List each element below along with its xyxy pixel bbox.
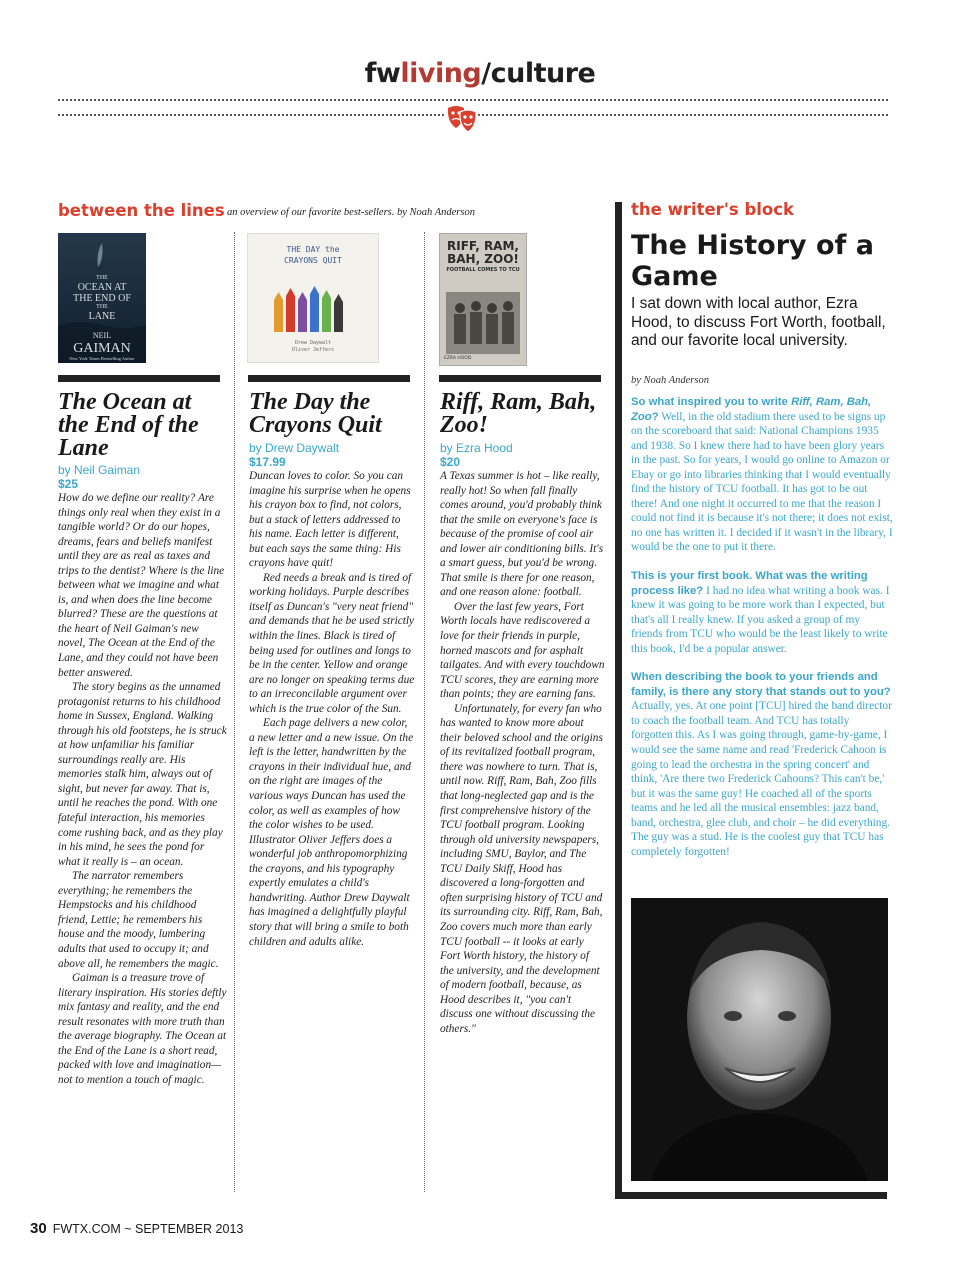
- qa-item: [631, 670, 893, 859]
- answer: Actually, yes. At one point [TCU] hired the band director to coach the football team. And TCU has totally forgotten this. As I was going through, game-by-game, I would see the same name and read 'Frederick Cahoon is going to lead the orchestra in the spring concert' and think, 'Are there two Frederick Cahoons? This can't be,' but it was the same guy! He coached all of the sports teams and he led all the musical ensembles: jazz band, band, orchestra, glee club, and choir – he did everything. The guy was a stud. He is the coolest guy that TCU has completely forgotten!: [631, 700, 892, 858]
- book-review: [440, 469, 605, 1036]
- footer-text: FWTX.COM ~ SEPTEMBER 2013: [52, 1222, 244, 1236]
- book-author: by Neil Gaiman: [58, 463, 141, 477]
- team-photo-illustration: [440, 234, 526, 365]
- book-review: [249, 469, 415, 949]
- article-byline: by Noah Anderson: [631, 375, 709, 386]
- column-divider: [234, 232, 235, 1192]
- author-portrait: [631, 898, 888, 1181]
- cover-text: Drew Daywalt: [294, 340, 332, 346]
- cover-text: THE DAY the: [286, 245, 340, 254]
- book-price: $25: [58, 477, 79, 491]
- cover-text: LANE: [88, 311, 116, 322]
- article-title: The History of a Game: [631, 230, 874, 292]
- column-divider: [424, 232, 425, 1192]
- cover-text: THE: [96, 304, 108, 310]
- between-the-lines-subtitle: an overview of our favorite best-sellers. by Noah Anderson: [227, 207, 475, 218]
- review-paragraph: Unfortunately, for every fan who has wanted to know more about their beloved school and the origins of its revitalized football program, there was nowhere to turn. That is, until now. Riff, Ram, Bah, Zoo fills that long-neglected gap and is the first comprehensive history of the TCU football program. Looking through old university newspapers, including SMU, Baylor, and The TCU Daily Skiff, Hood has discovered a long-forgotten and often surprising history of TCU and its surrounding city. Riff, Ram, Bah, Zoo covers much more than early TCU football -- it looks at early Fort Worth history, the history of the university, and the development of modern football, because, as Hood describes it, "you can't discuss one without discussing the others.": [440, 702, 603, 1035]
- cover-text: BAH, ZOO!: [447, 252, 519, 266]
- book-title: Riff, Ram, Bah, Zoo!: [440, 389, 597, 438]
- writers-block-label: the writer's block: [631, 200, 794, 219]
- question-book-title: Riff, Ram, Bah, Zoo: [631, 396, 872, 423]
- review-paragraph: A Texas summer is hot – like really, really hot! So when fall finally comes around, you'd probably think that the smile on everyone's face is because of the promise of cool air and lower air conditioning bills. It's a smart guess, but you'd be wrong. That smile is there for one reason, and one reason alone: football.: [440, 470, 604, 599]
- cover-text: RIFF, RAM,: [447, 239, 519, 253]
- qa-item: [631, 569, 893, 656]
- column-rule: [439, 375, 601, 382]
- answer: I had no idea what writing a book was. I knew it was going to be more work than I expected, but that's all I really knew. If you asked a group of my friends from TCU who would be the least likely to write this book, I'd be a popular answer.: [631, 584, 890, 655]
- article-intro: I sat down with local author, Ezra Hood, to discuss Fort Worth, football, and our favorite local university.: [631, 295, 886, 349]
- book-review: [58, 491, 228, 1087]
- cover-text: Oliver Jeffers: [291, 347, 335, 353]
- cover-text: CRAYONS QUIT: [284, 256, 342, 265]
- book-cover-crayons: [247, 233, 379, 363]
- column-rule: [248, 375, 410, 382]
- book-price: $17.99: [249, 455, 286, 469]
- book-cover-ocean: [58, 233, 146, 363]
- answer: Well, in the old stadium there used to be signs up on the scoreboard that said: National Champions 1935 and 1938. So I knew there had to have been glory years in the past. So for years, I would go online to Amazon or Ebay or go into libraries thinking that I would eventually find the history of TCU football. It has got to be out there! And one night it occurred to me that the reason I could not find it is because it's not there; it does not exist, no one has written it. I decided if it wasn't in the library, I would be the one to put it there.: [631, 410, 893, 554]
- cover-text: New York Times Bestselling Author: [69, 356, 135, 361]
- review-paragraph: Each page delivers a new color, a new letter and a new issue. On the left is the letter, handwritten by the crayons in their individual hue, and on the right are images of the various ways Duncan has used the color, as well as examples of how the color wishes to be used. Illustrator Oliver Jeffers does a wonderful job anthropomorphizing the crayons, and his typography expertly emulates a child's handwriting. Author Drew Daywalt has imagined a delightfully playful story that will bring a smile to both children and adults alike.: [249, 717, 414, 948]
- book-price: $20: [440, 455, 461, 469]
- review-paragraph: Duncan loves to color. So you can imagine his surprise when he opens his crayon box to find, not colors, but a stack of letters addressed to his name. Each letter is different, but each says the same thing: His crayons have quit!: [249, 470, 411, 570]
- book-author: by Ezra Hood: [440, 441, 513, 455]
- cover-text: THE END OF: [73, 293, 131, 304]
- question-end: ?: [651, 410, 659, 423]
- review-paragraph: The narrator remembers everything; he remembers the Hempstocks and his childhood friend, Lettie; he remembers his house and the moody, lumbering adults that used to occupy it; and above all, he remembers the magic.: [58, 870, 219, 970]
- review-paragraph: Over the last few years, Fort Worth locals have rediscovered a love for their friends in purple, horned mascots and for asphalt tailgates. And with every touchdown TCU scores, they are earning more than points; they are earning fans.: [440, 600, 605, 701]
- review-paragraph: How do we define our reality? Are things only real when they exist in a tangible world? Or do our hopes, dreams, fears and beliefs manifest until they are as real as taxes and trips to the dentist? Where is the line between what we imagine and what is, and when does the line become blurred? These are the questions at the heart of Neil Gaiman's new novel, The Ocean at the End of the Lane, and they could not have been better answered.: [58, 492, 225, 679]
- qa-item: [631, 395, 893, 555]
- page-number: 30: [30, 1220, 47, 1237]
- theater-masks-icon: [444, 100, 480, 140]
- review-paragraph: Red needs a break and is tired of working holidays. Purple describes itself as Duncan's "very neat friend" and demands that he be used strictly within the lines. Black is tired of being used for outlines and longs to be in the center. Yellow and orange are no longer on speaking terms due to an irreconcilable argument over which is the true color of the Sun.: [249, 571, 415, 715]
- cover-text: THE: [96, 275, 108, 281]
- question: This is your first book. What was the writing process like?: [631, 570, 868, 597]
- between-the-lines-label: between the lines: [58, 201, 225, 220]
- section-heading-part2: living: [400, 58, 482, 89]
- question-text: So what inspired you to write: [631, 396, 792, 408]
- cover-text: OCEAN AT: [77, 282, 127, 293]
- cover-text: GAIMAN: [73, 341, 131, 356]
- sidebar-rule: [615, 202, 622, 1199]
- cover-text: FOOTBALL COMES TO TCU: [446, 267, 520, 273]
- section-heading: [0, 58, 960, 89]
- author-portrait-image: [631, 898, 888, 1181]
- review-paragraph: The story begins as the unnamed protagonist returns to his childhood home in Sussex, England. Walking through his old footsteps, he is struck at how unfamiliar his familiar surroundings really are. His memories stalk him, always out of sight, but never far away. That is, until he reaches the pond. With one fateful interaction, his memories come rushing back, and as they play in his mind, he sees the pond for what it really is – an ocean.: [58, 681, 227, 868]
- page-footer: [30, 1220, 243, 1237]
- question: When describing the book to your friends and family, is there any story that stands out to you?: [631, 671, 891, 698]
- book-title: The Ocean at the End of the Lane: [58, 389, 199, 461]
- book-title: The Day the Crayons Quit: [249, 389, 382, 438]
- book-cover-riff-ram: [439, 233, 527, 366]
- book-author: by Drew Daywalt: [249, 441, 340, 455]
- column-rule: [58, 375, 220, 382]
- section-heading-part1: fw: [364, 58, 401, 89]
- review-paragraph: Gaiman is a treasure trove of literary inspiration. His stories deftly mix fantasy and reality, and the end result resonates with more truth than the average biography. The Ocean at the End of the Lane is a short read, packed with love and imagination—not to mention a touch of magic.: [58, 972, 227, 1086]
- cover-text: NEIL: [92, 331, 112, 340]
- sidebar-rule-bottom: [615, 1192, 887, 1199]
- section-heading-part3: /culture: [481, 58, 596, 89]
- cover-text: EZRA HOOD: [444, 356, 472, 361]
- interview-qa: [631, 395, 893, 873]
